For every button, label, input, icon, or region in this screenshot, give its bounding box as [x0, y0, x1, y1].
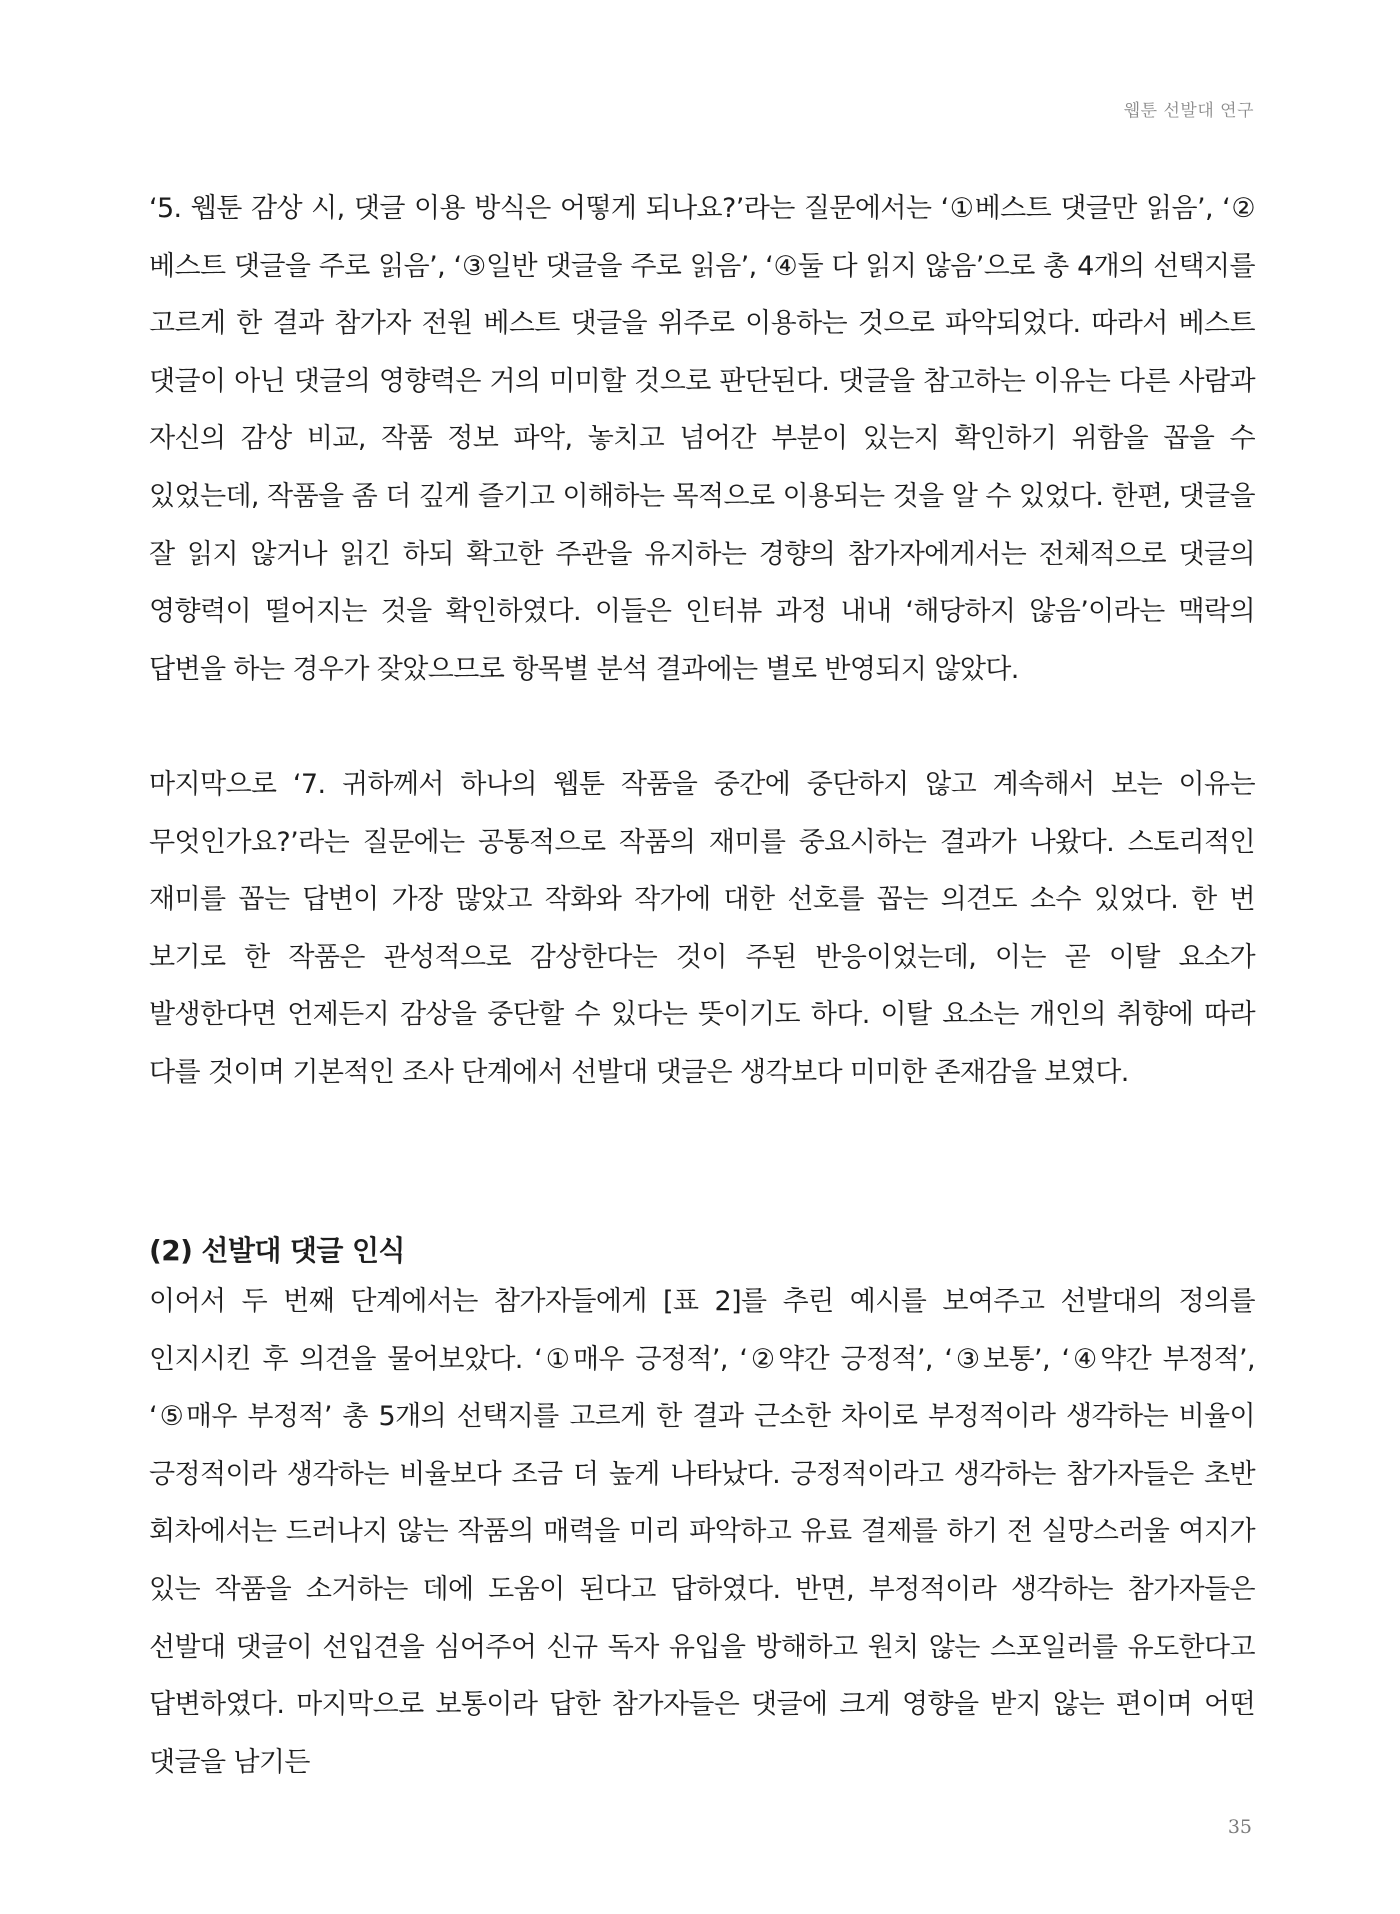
- page-number: 35: [1227, 1816, 1252, 1838]
- running-header: 웹툰 선발대 연구: [1123, 101, 1254, 121]
- body-paragraph-3: 이어서 두 번째 단계에서는 참가자들에게 [표 2]를 추린 예시를 보여주고 선발대의 정의를 인지시킨 후 의견을 물어보았다. ‘①매우 긍정적’, ‘②약간 긍정적’, ‘③보통’, ‘④약간 부정적’, ‘⑤매우 부정적’ 총 5개의 선택지를 고르게 한 결과 근소한 차이로 부정적이라 생각하는 비율이 긍정적이라 생각하는 비율보다 조금 더 높게 나타났다. 긍정적이라고 생각하는 참가자들은 초반 회차에서는 드러나지 않는 작품의 매력을 미리 파악하고 유료 결제를 하기 전 실망스러울 여지가 있는 작품을 소거하는 데에 도움이 된다고 답하였다. 반면, 부정적이라 생각하는 참가자들은 선발대 댓글이 선입견을 심어주어 신규 독자 유입을 방해하고 원치 않는 스포일러를 유도한다고 답변하였다. 마지막으로 보통이라 답한 참가자들은 댓글에 크게 영향을 받지 않는 편이며 어떤 댓글을 남기든: [149, 1286, 1255, 1778]
- body-paragraph-2: 마지막으로 ‘7. 귀하께서 하나의 웹툰 작품을 중간에 중단하지 않고 계속해서 보는 이유는 무엇인가요?’라는 질문에는 공통적으로 작품의 재미를 중요시하는 결과가 나왔다. 스토리적인 재미를 꼽는 답변이 가장 많았고 작화와 작가에 대한 선호를 꼽는 의견도 소수 있었다. 한 번 보기로 한 작품은 관성적으로 감상한다는 것이 주된 반응이었는데, 이는 곧 이탈 요소가 발생한다면 언제든지 감상을 중단할 수 있다는 뜻이기도 하다. 이탈 요소는 개인의 취향에 따라 다를 것이며 기본적인 조사 단계에서 선발대 댓글은 생각보다 미미한 존재감을 보였다.: [149, 769, 1255, 1088]
- body-paragraph-1: ‘5. 웹툰 감상 시, 댓글 이용 방식은 어떻게 되나요?’라는 질문에서는 ‘①베스트 댓글만 읽음’, ‘② 베스트 댓글을 주로 읽음’, ‘③일반 댓글을 주로 읽음’, ‘④둘 다 읽지 않음’으로 총 4개의 선택지를 고르게 한 결과 참가자 전원 베스트 댓글을 위주로 이용하는 것으로 파악되었다. 따라서 베스트 댓글이 아닌 댓글의 영향력은 거의 미미할 것으로 판단된다. 댓글을 참고하는 이유는 다른 사람과 자신의 감상 비교, 작품 정보 파악, 놓치고 넘어간 부분이 있는지 확인하기 위함을 꼽을 수 있었는데, 작품을 좀 더 깊게 즐기고 이해하는 목적으로 이용되는 것을 알 수 있었다. 한편, 댓글을 잘 읽지 않거나 읽긴 하되 확고한 주관을 유지하는 경향의 참가자에게서는 전체적으로 댓글의 영향력이 떨어지는 것을 확인하였다. 이들은 인터뷰 과정 내내 ‘해당하지 않음’이라는 맥락의 답변을 하는 경우가 잦았으므로 항목별 분석 결과에는 별로 반영되지 않았다.: [149, 193, 1255, 685]
- section-heading: (2) 선발대 댓글 인식: [149, 1234, 405, 1267]
